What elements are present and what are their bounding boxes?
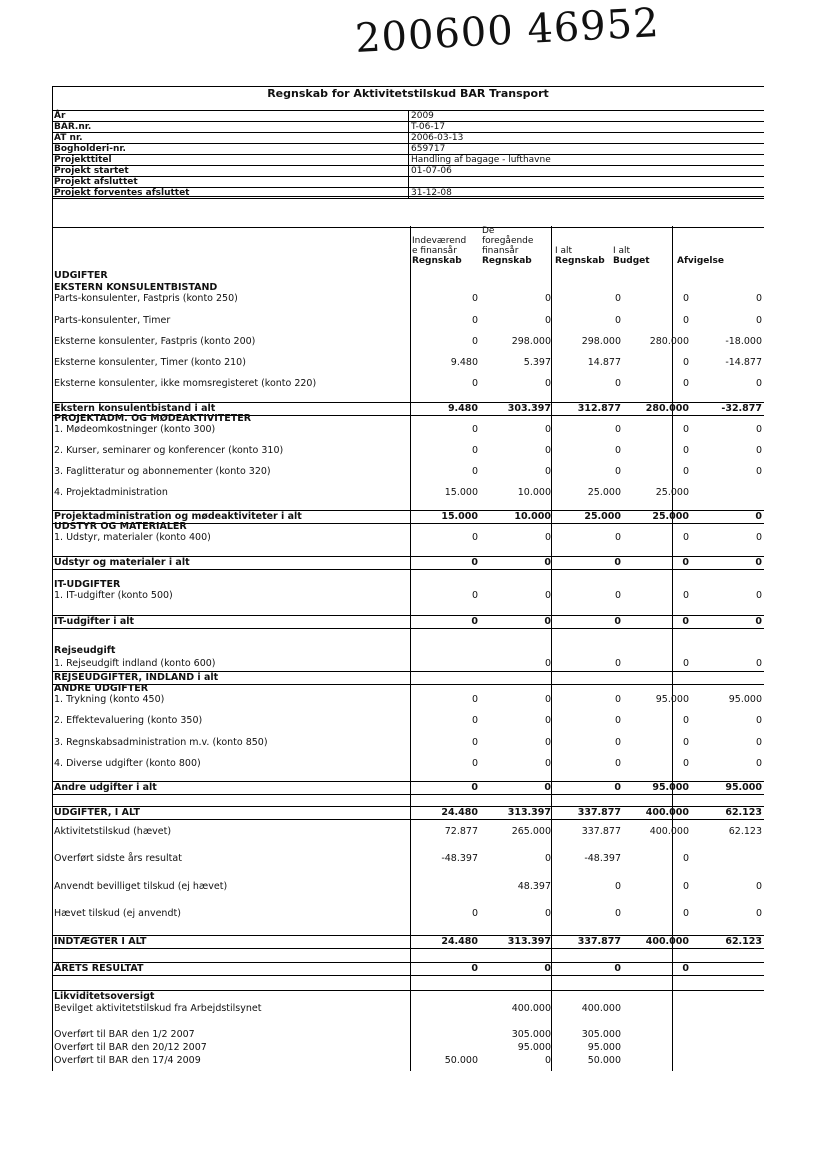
header-key: År	[52, 111, 409, 122]
row-value-col2: 313.397	[507, 807, 551, 818]
row-value-col3: 0	[614, 532, 621, 543]
row-value-col3: 337.877	[581, 826, 621, 837]
header-row	[52, 133, 764, 144]
col2-header	[482, 226, 533, 266]
header-key: Projekt forventes afsluttet	[52, 188, 409, 199]
row-value-col4: 0	[682, 963, 689, 974]
row-label: Eksterne konsulenter, ikke momsregisteret (konto 220)	[54, 378, 317, 389]
col2-header-line1: foregående	[482, 236, 534, 246]
row-label: Overført til BAR den 1/2 2007	[54, 1029, 195, 1040]
row-value-col1: 0	[471, 293, 478, 304]
row-value-col5: 0	[755, 737, 762, 748]
ledger-row	[52, 424, 764, 436]
row-value-col2: 0	[544, 782, 551, 793]
ledger-row	[52, 293, 764, 305]
row-value-col5: 0	[755, 511, 762, 522]
ledger-row	[52, 935, 764, 949]
ledger-row	[52, 694, 764, 706]
row-value-col3: 0	[614, 315, 621, 326]
row-value-col3: 50.000	[587, 1055, 621, 1066]
row-value-col2: 298.000	[511, 336, 551, 347]
row-value-col3: 305.000	[581, 1029, 621, 1040]
row-label: Bevilget aktivitetstilskud fra Arbejdstilsynet	[54, 1003, 262, 1014]
row-value-col3: 25.000	[587, 487, 621, 498]
row-value-col5: 0	[755, 532, 762, 543]
row-label: Eksterne konsulenter, Timer (konto 210)	[54, 357, 246, 368]
row-label: Rejseudgift	[54, 645, 116, 656]
row-label: 1. Rejseudgift indland (konto 600)	[54, 658, 216, 669]
row-value-col5: 0	[755, 616, 762, 627]
row-value-col4: 0	[682, 378, 689, 389]
row-value-col3: 0	[614, 424, 621, 435]
row-value-col2: 0	[544, 532, 551, 543]
row-label: IT-UDGIFTER	[54, 579, 121, 590]
row-value-col3: 0	[614, 557, 621, 568]
row-label: Aktivitetstilskud (hævet)	[54, 826, 172, 837]
row-label: Projektadministration og mødeaktiviteter i alt	[54, 511, 302, 522]
row-value-col4: 0	[682, 445, 689, 456]
row-value-col1: 0	[471, 315, 478, 326]
row-label: 1. Trykning (konto 450)	[54, 694, 165, 705]
ledger-row	[52, 1042, 764, 1054]
row-value-col5: 0	[755, 908, 762, 919]
row-value-col2: 313.397	[507, 936, 551, 947]
row-value-col5: 0	[755, 557, 762, 568]
row-value-col1: 0	[471, 466, 478, 477]
row-value-col1: 0	[471, 715, 478, 726]
row-value-col2: 48.397	[517, 881, 551, 892]
row-value-col4: 280.000	[649, 336, 689, 347]
row-label: 3. Faglitteratur og abonnementer (konto 320)	[54, 466, 271, 477]
row-label: 2. Effektevaluering (konto 350)	[54, 715, 203, 726]
header-row	[52, 144, 764, 155]
row-value-col5: -32.877	[721, 403, 762, 414]
row-value-col4: 400.000	[649, 826, 689, 837]
col3-header-line1: I alt	[555, 246, 573, 256]
row-label: 4. Diverse udgifter (konto 800)	[54, 758, 201, 769]
header-key: AT nr.	[52, 133, 409, 144]
row-value-col2: 0	[544, 694, 551, 705]
row-value-col3: 0	[614, 908, 621, 919]
row-label: UDGIFTER	[54, 270, 108, 281]
row-label: IT-udgifter i alt	[54, 616, 135, 627]
row-value-col4: 280.000	[645, 403, 689, 414]
row-value-col1: 0	[471, 737, 478, 748]
row-value-col2: 0	[544, 737, 551, 748]
header-key: Bogholderi-nr.	[52, 144, 409, 155]
row-value-col2: 95.000	[517, 1042, 551, 1053]
row-value-col5: 0	[755, 590, 762, 601]
row-value-col1: 0	[471, 378, 478, 389]
row-value-col3: 0	[614, 694, 621, 705]
row-value-col5: 0	[755, 758, 762, 769]
row-value-col5: -14.877	[725, 357, 762, 368]
row-value-col4: 400.000	[645, 807, 689, 818]
row-value-col4: 95.000	[655, 694, 689, 705]
ledger-row	[52, 1055, 764, 1067]
row-value-col1: 0	[471, 445, 478, 456]
row-value-col2: 303.397	[507, 403, 551, 414]
row-value-col3: 298.000	[581, 336, 621, 347]
row-value-col2: 0	[544, 315, 551, 326]
row-value-col1: 0	[471, 616, 478, 627]
col2-header-line2: finansår	[482, 246, 519, 256]
header-value: 2006-03-13	[409, 133, 765, 144]
row-value-col2: 0	[544, 963, 551, 974]
ledger-row	[52, 487, 764, 499]
col5-header	[677, 256, 724, 266]
ledger-row	[52, 270, 764, 282]
row-value-col1: 0	[471, 963, 478, 974]
row-value-col1: 9.480	[447, 403, 478, 414]
header-row	[52, 177, 764, 188]
row-label: Eksterne konsulenter, Fastpris (konto 200)	[54, 336, 256, 347]
row-value-col3: 337.877	[577, 936, 621, 947]
row-value-col3: 400.000	[581, 1003, 621, 1014]
col4-header-line2: Budget	[613, 256, 650, 266]
row-label: ANDRE UDGIFTER	[54, 683, 149, 694]
row-value-col3: 0	[614, 445, 621, 456]
row-value-col4: 0	[682, 590, 689, 601]
row-value-col4: 0	[682, 658, 689, 669]
row-value-col5: 0	[755, 424, 762, 435]
row-label: 2. Kurser, seminarer og konferencer (konto 310)	[54, 445, 284, 456]
header-value: 01-07-06	[409, 166, 765, 177]
row-label: Likviditetsoversigt	[54, 991, 155, 1002]
ledger-row	[52, 990, 764, 1003]
row-value-col2: 0	[544, 424, 551, 435]
row-value-col4: 0	[682, 758, 689, 769]
ledger-row	[52, 532, 764, 544]
row-value-col4: 0	[682, 293, 689, 304]
ledger-row	[52, 715, 764, 727]
row-value-col3: 0	[614, 758, 621, 769]
row-value-col2: 0	[544, 658, 551, 669]
row-value-col4: 0	[682, 557, 689, 568]
row-value-col3: 0	[614, 293, 621, 304]
row-label: ÅRETS RESULTAT	[54, 963, 144, 974]
row-label: UDGIFTER, I ALT	[54, 807, 140, 818]
header-value: 2009	[409, 111, 765, 122]
row-value-col1: 0	[471, 590, 478, 601]
row-value-col2: 0	[544, 590, 551, 601]
col5-header-line1: Afvigelse	[677, 256, 724, 266]
ledger-row	[52, 781, 764, 795]
row-value-col2: 0	[544, 466, 551, 477]
row-value-col2: 10.000	[514, 511, 551, 522]
row-value-col5: 0	[755, 658, 762, 669]
row-value-col4: 0	[682, 715, 689, 726]
row-label: Udstyr og materialer i alt	[54, 557, 190, 568]
ledger-row	[52, 826, 764, 838]
row-value-col5: 95.000	[728, 694, 762, 705]
row-value-col2: 265.000	[511, 826, 551, 837]
row-value-col4: 0	[682, 532, 689, 543]
row-value-col4: 0	[682, 737, 689, 748]
row-value-col2: 0	[544, 758, 551, 769]
row-value-col1: 0	[471, 424, 478, 435]
row-label: PROJEKTADM. OG MØDEAKTIVITETER	[54, 413, 252, 424]
row-value-col3: 0	[614, 658, 621, 669]
row-value-col4: 0	[682, 466, 689, 477]
row-value-col3: 0	[614, 715, 621, 726]
row-value-col3: 0	[614, 782, 621, 793]
header-value: T-06-17	[409, 122, 765, 133]
row-value-col4: 0	[682, 357, 689, 368]
row-value-col2: 0	[544, 1055, 551, 1066]
row-value-col2: 0	[544, 378, 551, 389]
row-label: 1. IT-udgifter (konto 500)	[54, 590, 173, 601]
ledger-row	[52, 556, 764, 570]
ledger-row	[52, 615, 764, 629]
ledger-row	[52, 962, 764, 976]
row-value-col5: 62.123	[728, 826, 762, 837]
header-value: 31-12-08	[409, 188, 765, 199]
row-value-col3: 0	[614, 466, 621, 477]
row-label: REJSEUDGIFTER, INDLAND i alt	[54, 672, 219, 683]
col3-header-line2: Regnskab	[555, 256, 605, 266]
row-value-col2: 0	[544, 616, 551, 627]
row-value-col4: 25.000	[652, 511, 689, 522]
row-value-col1: 0	[471, 782, 478, 793]
row-value-col5: 0	[755, 315, 762, 326]
row-value-col4: 0	[682, 881, 689, 892]
row-value-col5: 0	[755, 445, 762, 456]
row-value-col2: 0	[544, 445, 551, 456]
page-title: Regnskab for Aktivitetstilskud BAR Transport	[267, 87, 549, 100]
row-value-col5: 62.123	[725, 936, 762, 947]
row-label: INDTÆGTER I ALT	[54, 936, 147, 947]
row-value-col3: 312.877	[577, 403, 621, 414]
row-label: Hævet tilskud (ej anvendt)	[54, 908, 181, 919]
row-value-col3: 14.877	[587, 357, 621, 368]
project-header-table	[52, 110, 764, 199]
row-value-col4: 0	[682, 315, 689, 326]
row-label: Overført til BAR den 20/12 2007	[54, 1042, 207, 1053]
ledger-row	[52, 445, 764, 457]
ledger-row	[52, 378, 764, 390]
row-label: 4. Projektadministration	[54, 487, 168, 498]
row-value-col2: 305.000	[511, 1029, 551, 1040]
header-value	[409, 177, 765, 188]
row-value-col1: 15.000	[441, 511, 478, 522]
row-label: Andre udgifter i alt	[54, 782, 157, 793]
header-row	[52, 166, 764, 177]
col4-header-line1: I alt	[613, 246, 631, 256]
row-value-col1: 0	[471, 758, 478, 769]
row-label: 1. Udstyr, materialer (konto 400)	[54, 532, 211, 543]
row-value-col3: 337.877	[577, 807, 621, 818]
row-value-col2: 0	[544, 853, 551, 864]
row-value-col3: 0	[614, 590, 621, 601]
row-value-col3: 0	[614, 963, 621, 974]
ledger-row	[52, 908, 764, 920]
col1-header-line3: Regnskab	[412, 256, 462, 266]
row-value-col4: 25.000	[655, 487, 689, 498]
header-key: BAR.nr.	[52, 122, 409, 133]
row-value-col1: 0	[471, 532, 478, 543]
row-value-col3: 95.000	[587, 1042, 621, 1053]
spacer-box	[52, 196, 764, 228]
row-value-col4: 95.000	[652, 782, 689, 793]
row-value-col5: 0	[755, 293, 762, 304]
col1-header	[412, 236, 466, 266]
row-value-col5: 0	[755, 378, 762, 389]
row-label: 3. Regnskabsadministration m.v. (konto 850)	[54, 737, 268, 748]
ledger-row	[52, 881, 764, 893]
row-value-col1: 0	[471, 557, 478, 568]
ledger-row	[52, 853, 764, 865]
header-value: Handling af bagage - lufthavne	[409, 155, 765, 166]
row-value-col4: 0	[682, 424, 689, 435]
row-value-col1: 24.480	[441, 936, 478, 947]
header-value: 659717	[409, 144, 765, 155]
ledger-row	[52, 645, 764, 657]
col1-header-line2: e finansår	[412, 246, 457, 256]
row-value-col5: 62.123	[725, 807, 762, 818]
row-value-col2: 10.000	[517, 487, 551, 498]
row-label: Anvendt bevilliget tilskud (ej hævet)	[54, 881, 228, 892]
row-value-col4: 400.000	[645, 936, 689, 947]
row-value-col2: 0	[544, 293, 551, 304]
ledger-row	[52, 590, 764, 602]
row-value-col1: 50.000	[444, 1055, 478, 1066]
ledger-row	[52, 357, 764, 369]
ledger-row	[52, 737, 764, 749]
row-value-col4: 0	[682, 853, 689, 864]
ledger-row	[52, 806, 764, 820]
row-value-col1: 0	[471, 908, 478, 919]
row-label: Parts-konsulenter, Timer	[54, 315, 171, 326]
header-key: Projekttitel	[52, 155, 409, 166]
ledger-row	[52, 466, 764, 478]
row-value-col1: 72.877	[444, 826, 478, 837]
header-row	[52, 155, 764, 166]
ledger-row	[52, 658, 764, 670]
row-value-col1: 0	[471, 336, 478, 347]
col2-header-line0: De	[482, 226, 495, 236]
ledger-row	[52, 315, 764, 327]
col1-header-line1: Indeværend	[412, 236, 467, 246]
row-value-col1: -48.397	[441, 853, 478, 864]
header-key: Projekt startet	[52, 166, 409, 177]
row-value-col4: 0	[682, 616, 689, 627]
handwritten-case-number: 200600 46952	[354, 0, 661, 62]
ledger-row	[52, 1003, 764, 1015]
row-value-col5: 0	[755, 715, 762, 726]
row-value-col1: 15.000	[444, 487, 478, 498]
row-value-col3: 0	[614, 378, 621, 389]
row-value-col2: 400.000	[511, 1003, 551, 1014]
row-value-col2: 0	[544, 908, 551, 919]
row-value-col4: 0	[682, 908, 689, 919]
row-value-col3: 25.000	[584, 511, 621, 522]
header-row	[52, 111, 764, 122]
row-label: Parts-konsulenter, Fastpris (konto 250)	[54, 293, 238, 304]
ledger-row	[52, 1029, 764, 1041]
row-label: Overført til BAR den 17/4 2009	[54, 1055, 201, 1066]
row-value-col5: 0	[755, 881, 762, 892]
row-value-col3: -48.397	[584, 853, 621, 864]
row-label: EKSTERN KONSULENTBISTAND	[54, 282, 218, 293]
col4-header	[613, 246, 650, 266]
row-label: UDSTYR OG MATERIALER	[54, 521, 187, 532]
ledger-row	[52, 336, 764, 348]
row-value-col2: 0	[544, 715, 551, 726]
row-label: 1. Mødeomkostninger (konto 300)	[54, 424, 216, 435]
row-value-col1: 9.480	[450, 357, 478, 368]
row-value-col3: 0	[614, 616, 621, 627]
col3-header	[555, 246, 605, 266]
row-label: Overført sidste års resultat	[54, 853, 182, 864]
row-value-col5: -18.000	[725, 336, 762, 347]
row-value-col2: 0	[544, 557, 551, 568]
row-value-col5: 95.000	[725, 782, 762, 793]
header-key: Projekt afsluttet	[52, 177, 409, 188]
col2-header-line3: Regnskab	[482, 256, 532, 266]
row-value-col1: 0	[471, 694, 478, 705]
row-label: Ekstern konsulentbistand i alt	[54, 403, 216, 414]
row-value-col5: 0	[755, 466, 762, 477]
row-value-col3: 0	[614, 737, 621, 748]
header-row	[52, 122, 764, 133]
row-value-col1: 24.480	[441, 807, 478, 818]
row-value-col2: 5.397	[523, 357, 551, 368]
ledger-row	[52, 758, 764, 770]
row-value-col3: 0	[614, 881, 621, 892]
